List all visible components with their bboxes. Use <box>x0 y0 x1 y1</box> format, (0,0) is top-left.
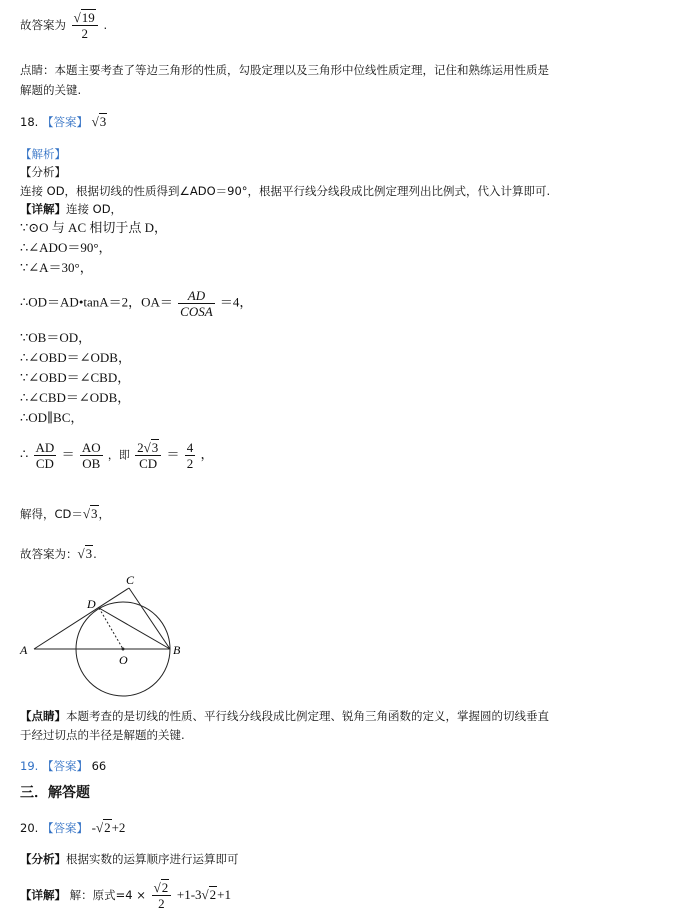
denominator: CD <box>139 456 158 471</box>
coefficient: 2 <box>137 440 144 455</box>
dianjing2-line-2: 于经过切点的半径是解题的关键. <box>20 728 185 742</box>
denominator: COSA <box>180 304 213 319</box>
point-o <box>122 648 125 651</box>
xiangjie-mid: +1-3 <box>176 887 202 902</box>
q20-fenxi-line <box>20 851 239 867</box>
therefore-sign: ∴ <box>20 446 29 462</box>
step-7: ∵∠OBD＝∠CBD， <box>20 370 131 385</box>
comma: ， <box>200 446 214 462</box>
dianjing-tag: 【点睛】 <box>20 709 66 723</box>
xiangjie-tag: 【详解】 <box>20 202 66 216</box>
fraction-sqrt19-over-2: $\frac{√19}{2}$ <box>72 10 98 41</box>
question-number: 19. <box>20 759 39 773</box>
dianjing-line-1: 点睛：本题主要考查了等边三角形的性质，勾股定理以及三角形中位线性质定理，记住和熟练运用性质是 <box>20 63 549 77</box>
sqrt2: √2 <box>201 887 217 902</box>
ji-word: ，即 <box>107 448 130 462</box>
label-d: D <box>87 597 96 611</box>
xiangjie-line <box>20 201 122 217</box>
radicand: 3 <box>85 546 93 561</box>
radicand: 3 <box>99 114 107 129</box>
fraction-ad-over-cd <box>34 440 57 471</box>
step-12 <box>20 546 97 562</box>
denominator: 2 <box>158 896 165 911</box>
step-11-prefix: 解得，CD＝ <box>20 507 83 521</box>
label-o: O <box>119 653 128 667</box>
fraction-ad-over-cosa <box>178 288 215 319</box>
q20-answer-line <box>20 820 125 836</box>
radicand: 3 <box>91 506 98 521</box>
answer-label: 故答案为 <box>20 18 66 32</box>
denominator: 2 <box>186 456 194 471</box>
xiangjie-suffix: +1 <box>217 887 232 902</box>
xiangjie-text: 连接 OD， <box>66 202 123 216</box>
geometry-figure <box>18 572 198 700</box>
q19-answer-line <box>20 758 106 774</box>
step-9: ∴OD∥BC， <box>20 410 84 425</box>
answer-line-17 <box>20 10 107 41</box>
answer-expression: -√2+2 <box>91 820 126 835</box>
dianjing-text: 本题考查的是切线的性质、平行线分线段成比例定理、锐角三角函数的定义，掌握圆的切线垂直 <box>66 709 549 723</box>
question-number: 18. <box>20 115 39 129</box>
sqrt3: √3 <box>77 546 93 561</box>
answer-tag: 【答案】 <box>41 821 88 835</box>
dianjing2-line-1 <box>20 708 549 724</box>
denominator: CD <box>35 456 54 471</box>
equals-sign: ＝ <box>61 446 75 462</box>
label-b: B <box>173 643 181 657</box>
minus: - <box>91 820 96 835</box>
numerator: AD <box>35 440 55 455</box>
answer-value: 66 <box>91 759 107 773</box>
step-10: ∴ $\frac{AD}{CD}$ ＝ $\frac{AO}{OB}$ ，即 $\frac{2√3}{CD}$ ＝ $\frac{4}{2}$ ， <box>20 440 214 471</box>
answer-label: 故答案为： <box>20 547 78 561</box>
line-db <box>99 608 170 649</box>
label-a: A <box>20 643 28 657</box>
numerator: 19 <box>81 10 95 25</box>
step-8: ∴∠CBD＝∠ODB， <box>20 390 131 405</box>
fraction-2sqrt3-over-cd: $\frac{2√3}{CD}$ <box>135 440 161 471</box>
answer-tag: 【答案】 <box>41 759 88 773</box>
numerator: AO <box>81 440 101 455</box>
numerator: 4 <box>186 440 194 455</box>
answer-tag: 【答案】 <box>41 115 88 129</box>
numerator: AD <box>178 288 215 304</box>
step-3: ∵∠A＝30°， <box>20 260 93 275</box>
step-1: ∵⊙O 与 AC 相切于点 D， <box>20 220 167 235</box>
step-4-prefix: ∴OD＝AD•tanA＝2，OA＝ <box>20 294 173 310</box>
radicand: 2 <box>161 880 169 895</box>
step-6: ∴∠OBD＝∠ODB， <box>20 350 131 365</box>
step-4-suffix: ＝4， <box>219 294 253 310</box>
fenxi-text: 连接 OD，根据切线的性质得到∠ADO＝90°，根据平行线分线段成比例定理列出比例式，代入计算即可. <box>20 184 551 198</box>
q20-xiangjie-line <box>20 880 231 911</box>
step-4 <box>20 288 252 319</box>
radicand: 2 <box>209 887 217 902</box>
fenxi-tag: 【分析】 <box>20 852 66 866</box>
fraction-4-over-2 <box>185 440 196 471</box>
jiexi-tag: 【解析】 <box>20 147 66 161</box>
line-ac <box>34 588 129 649</box>
period: . <box>93 547 97 561</box>
question-number: 20. <box>20 821 39 835</box>
fraction-sqrt2-over-2: $\frac{√2}{2}$ <box>152 880 172 911</box>
xiangjie-tag: 【详解】 <box>20 888 66 902</box>
comma: ， <box>98 507 111 521</box>
sqrt3: √3 <box>82 506 98 521</box>
denominator: OB <box>82 456 101 471</box>
step-11 <box>20 506 110 522</box>
line-cb <box>129 588 170 649</box>
line-do-dashed <box>99 608 123 649</box>
fenxi-tag: 【分析】 <box>20 165 66 179</box>
fenxi-text: 根据实数的运算顺序进行运算即可 <box>66 852 239 866</box>
period: . <box>103 18 108 32</box>
step-2: ∴∠ADO＝90°， <box>20 240 112 255</box>
plus-two: +2 <box>111 820 126 835</box>
radicand: 2 <box>104 820 111 835</box>
denominator: 2 <box>81 26 88 41</box>
step-5: ∵OB＝OD， <box>20 330 92 345</box>
answer-sqrt3: √3 <box>91 114 107 129</box>
label-c: C <box>126 573 135 587</box>
section-heading: 三．解答题 <box>20 785 90 801</box>
q18-answer-line <box>20 114 107 130</box>
fraction-ao-over-ob <box>80 440 103 471</box>
xiangjie-prefix: 解：原式=4 × <box>69 888 146 902</box>
dianjing-line-2: 解题的关键. <box>20 83 82 97</box>
radicand: 3 <box>151 440 159 455</box>
